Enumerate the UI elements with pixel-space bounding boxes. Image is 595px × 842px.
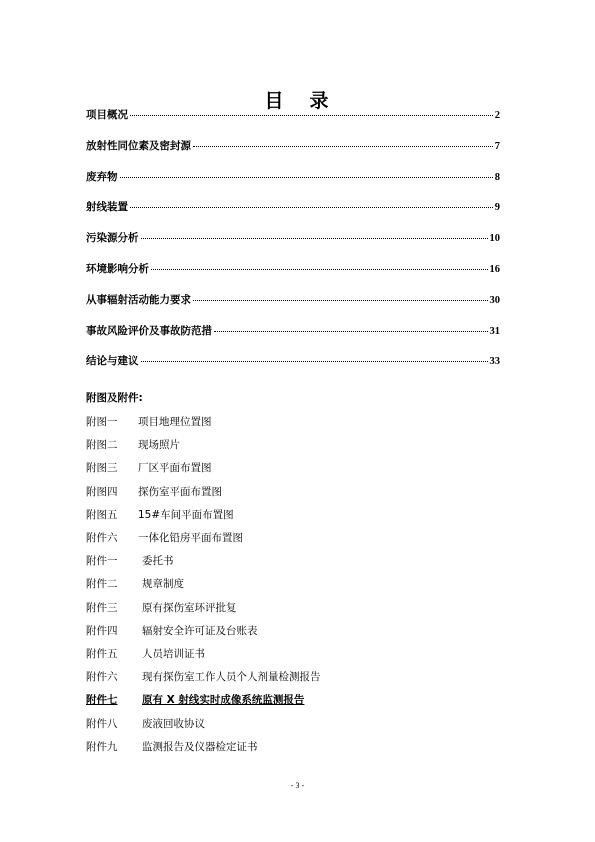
toc-entry[interactable] xyxy=(86,169,500,200)
appendix-code: 附件三 xyxy=(86,601,118,614)
appendix-name: 规章制度 xyxy=(142,578,184,591)
toc-leader xyxy=(193,146,493,147)
toc-label: 废弃物 xyxy=(86,170,118,183)
appendix-code: 附图四 xyxy=(86,485,118,498)
appendix-name: 一体化铅房平面布置图 xyxy=(138,532,243,545)
toc-entry[interactable] xyxy=(86,292,500,323)
toc-entry[interactable] xyxy=(86,138,500,169)
appendix-name: 现有探伤室工作人员个人剂量检测报告 xyxy=(142,671,321,684)
appendix-name: 原有 X 射线实时成像系统监测报告 xyxy=(142,694,305,707)
toc-entry[interactable] xyxy=(86,323,500,354)
toc-page: 30 xyxy=(489,294,500,306)
toc-label: 射线装置 xyxy=(86,201,128,214)
appendix-code: 附件二 xyxy=(86,578,118,591)
toc-leader xyxy=(120,177,493,178)
toc-leader xyxy=(141,361,488,362)
toc-entry[interactable] xyxy=(86,230,500,261)
appendix-item xyxy=(86,410,526,433)
appendix-name: 委托书 xyxy=(142,555,174,568)
appendix-item xyxy=(86,549,526,572)
appendix-code: 附件九 xyxy=(86,740,118,753)
toc-page: 9 xyxy=(494,202,500,214)
appendix-list xyxy=(86,410,526,758)
appendix-name: 现场照片 xyxy=(138,439,180,452)
appendix-code: 附件八 xyxy=(86,717,118,730)
toc-page: 2 xyxy=(494,110,500,121)
toc-entry[interactable] xyxy=(86,107,500,138)
title-char-2: 录 xyxy=(309,90,331,112)
appendix-code: 附图三 xyxy=(86,462,118,475)
toc-label: 从事辐射活动能力要求 xyxy=(86,293,191,306)
toc-page: 8 xyxy=(494,171,500,183)
appendix-item xyxy=(86,503,526,526)
appendix-item xyxy=(86,642,526,665)
appendix-code: 附件七 xyxy=(86,694,118,707)
appendix-name: 项目地理位置图 xyxy=(138,416,212,429)
appendix-name: 废液回收协议 xyxy=(142,717,205,730)
appendix-code: 附图五 xyxy=(86,508,118,521)
toc-page: 7 xyxy=(494,140,500,152)
appendix-item xyxy=(86,665,526,688)
toc-leader xyxy=(151,269,488,270)
appendix-item xyxy=(86,711,526,734)
appendix-item xyxy=(86,480,526,503)
toc-entry[interactable] xyxy=(86,261,500,292)
toc-page: 33 xyxy=(489,356,500,368)
toc-leader xyxy=(141,238,488,239)
appendix-code: 附件六 xyxy=(86,532,118,545)
appendix-name: 原有探伤室环评批复 xyxy=(142,601,237,614)
toc-label: 事故风险评价及事故防范措 xyxy=(86,324,212,337)
table-of-contents xyxy=(86,107,500,384)
appendix-code: 附件一 xyxy=(86,555,118,568)
toc-leader xyxy=(214,331,488,332)
appendix-item-highlighted xyxy=(86,688,526,711)
appendix-code: 附图二 xyxy=(86,439,118,452)
toc-label: 项目概况 xyxy=(86,109,128,121)
toc-label: 结论与建议 xyxy=(86,355,139,368)
appendix-item xyxy=(86,619,526,642)
appendix-code: 附件五 xyxy=(86,647,118,660)
appendix-name: 厂区平面布置图 xyxy=(138,462,212,475)
appendix-heading: 附图及附件: xyxy=(86,392,143,404)
toc-leader xyxy=(130,115,493,116)
appendix-item xyxy=(86,735,526,758)
toc-label: 放射性同位素及密封源 xyxy=(86,139,191,152)
toc-entry[interactable] xyxy=(86,353,500,384)
toc-leader xyxy=(193,300,488,301)
page-number: - 3 - xyxy=(290,781,305,790)
appendix-item xyxy=(86,433,526,456)
appendix-item xyxy=(86,572,526,595)
appendix-item xyxy=(86,526,526,549)
appendix-name: 探伤室平面布置图 xyxy=(138,485,222,498)
appendix-code: 附件六 xyxy=(86,671,118,684)
appendix-item xyxy=(86,456,526,479)
appendix-item xyxy=(86,596,526,619)
toc-page: 10 xyxy=(489,233,500,245)
toc-page: 16 xyxy=(489,263,500,275)
appendix-name: 辐射安全许可证及台账表 xyxy=(142,624,258,637)
title-char-1: 目 xyxy=(264,90,286,112)
appendix-name: 人员培训证书 xyxy=(142,647,205,660)
toc-label: 环境影响分析 xyxy=(86,262,149,275)
appendix-code: 附图一 xyxy=(86,416,118,429)
toc-entry[interactable] xyxy=(86,199,500,230)
appendix-name: 监测报告及仪器检定证书 xyxy=(142,740,258,753)
appendix-code: 附件四 xyxy=(86,624,118,637)
toc-label: 污染源分析 xyxy=(86,232,139,245)
toc-leader xyxy=(130,207,493,208)
toc-page: 31 xyxy=(489,325,500,337)
appendix-name: 15#车间平面布置图 xyxy=(138,508,234,521)
